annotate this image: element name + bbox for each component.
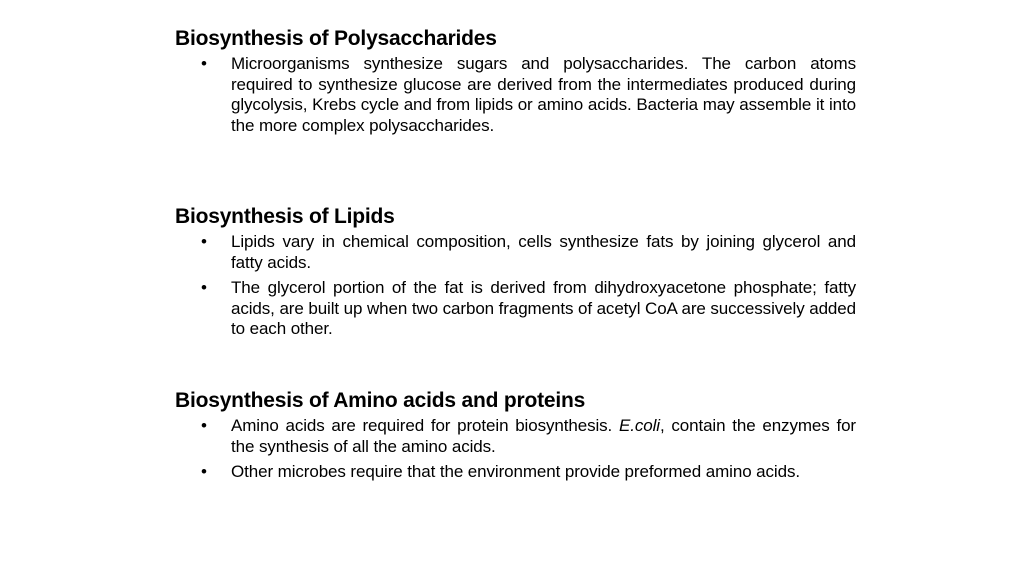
slide-content [175, 26, 856, 518]
section-heading: Biosynthesis of Lipids [175, 205, 395, 228]
bullet-text: The glycerol portion of the fat is derived from dihydroxyacetone phosphate; fatty acids, are built up when two carbon fragments of acetyl CoA are successively added to each other. [231, 278, 856, 338]
bullet-icon: • [201, 462, 207, 481]
organism-name: E.coli [618, 416, 660, 435]
bullet-item [175, 54, 856, 136]
section-heading: Biosynthesis of Polysaccharides [175, 27, 497, 50]
section-amino-acids [175, 388, 856, 518]
bullet-icon: • [201, 416, 207, 435]
bullet-icon: • [201, 278, 207, 297]
bullet-text-after: , contain the enzymes for the synthesis of all the amino acids. [231, 416, 856, 456]
bullet-list [175, 416, 856, 483]
bullet-text: Lipids vary in chemical composition, cells synthesize fats by joining glycerol and fatty acids. [231, 232, 856, 272]
bullet-list [175, 232, 856, 340]
bullet-item [175, 232, 856, 273]
section-heading: Biosynthesis of Amino acids and proteins [175, 389, 586, 412]
bullet-text-before: Amino acids are required for protein biosynthesis. [231, 416, 619, 435]
bullet-text: Microorganisms synthesize sugars and polysaccharides. The carbon atoms required to synthesize glucose are derived from the intermediates produced during glycolysis, Krebs cycle and from lipids or amino acids. Bacteria may assemble it into the more complex polysaccharides. [231, 54, 856, 135]
bullet-item [175, 278, 856, 340]
section-polysaccharides [175, 26, 856, 204]
bullet-item [175, 416, 856, 457]
bullet-item [175, 462, 856, 483]
bullet-list [175, 54, 856, 136]
bullet-text: Other microbes require that the environment provide preformed amino acids. [231, 462, 800, 481]
section-lipids [175, 204, 856, 388]
bullet-icon: • [201, 232, 207, 251]
bullet-icon: • [201, 54, 207, 73]
bullet-text [231, 416, 856, 456]
